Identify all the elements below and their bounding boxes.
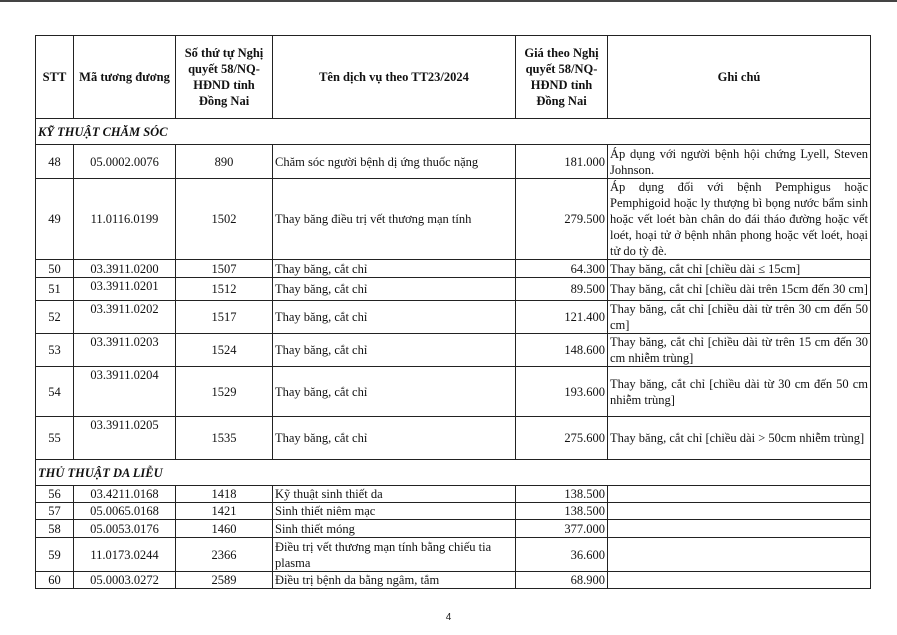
cell-price: 279.500 — [516, 179, 608, 260]
cell-price: 148.600 — [516, 334, 608, 367]
table-row — [36, 278, 871, 301]
cell-stt: 57 — [36, 503, 74, 520]
cell-price: 36.600 — [516, 538, 608, 572]
table-row — [36, 260, 871, 278]
cell-nq-order: 1529 — [176, 367, 273, 417]
cell-stt: 55 — [36, 417, 74, 460]
cell-note: Thay băng, cắt chỉ [chiều dài từ trên 30 cm đến 50 cm] — [608, 301, 871, 334]
table-row — [36, 367, 871, 417]
table-row — [36, 486, 871, 503]
cell-code: 05.0065.0168 — [74, 503, 176, 520]
table-row — [36, 572, 871, 589]
cell-nq-order: 1512 — [176, 278, 273, 301]
cell-stt: 51 — [36, 278, 74, 301]
cell-price: 138.500 — [516, 503, 608, 520]
table-row — [36, 503, 871, 520]
cell-service-name: Chăm sóc người bệnh dị ứng thuốc nặng — [273, 145, 516, 179]
cell-service-name: Thay băng, cắt chỉ — [273, 367, 516, 417]
header-stt: STT — [36, 36, 74, 119]
cell-code: 05.0053.0176 — [74, 520, 176, 538]
cell-service-name: Thay băng, cắt chỉ — [273, 260, 516, 278]
cell-note — [608, 486, 871, 503]
cell-code: 11.0116.0199 — [74, 179, 176, 260]
cell-service-name: Điều trị bệnh da bằng ngâm, tắm — [273, 572, 516, 589]
cell-code: 03.3911.0202 — [74, 301, 176, 334]
table-row — [36, 334, 871, 367]
cell-price: 193.600 — [516, 367, 608, 417]
cell-note — [608, 538, 871, 572]
cell-stt: 58 — [36, 520, 74, 538]
cell-stt: 53 — [36, 334, 74, 367]
cell-service-name: Thay băng điều trị vết thương mạn tính — [273, 179, 516, 260]
table-row — [36, 179, 871, 260]
cell-nq-order: 1524 — [176, 334, 273, 367]
cell-note — [608, 572, 871, 589]
cell-nq-order: 1517 — [176, 301, 273, 334]
table-row — [36, 417, 871, 460]
cell-stt: 52 — [36, 301, 74, 334]
header-code: Mã tương đương — [74, 36, 176, 119]
cell-note — [608, 520, 871, 538]
cell-price: 377.000 — [516, 520, 608, 538]
cell-code: 03.3911.0201 — [74, 278, 176, 301]
cell-stt: 50 — [36, 260, 74, 278]
table-row — [36, 301, 871, 334]
cell-service-name: Sinh thiết niêm mạc — [273, 503, 516, 520]
cell-price: 275.600 — [516, 417, 608, 460]
cell-nq-order: 1507 — [176, 260, 273, 278]
table-row — [36, 145, 871, 179]
cell-note: Thay băng, cắt chỉ [chiều dài > 50cm nhiễm trùng] — [608, 417, 871, 460]
cell-nq-order: 1502 — [176, 179, 273, 260]
table-row — [36, 538, 871, 572]
top-edge-border — [0, 0, 897, 2]
cell-stt: 49 — [36, 179, 74, 260]
page-number: 4 — [445, 612, 452, 623]
cell-service-name: Thay băng, cắt chỉ — [273, 334, 516, 367]
cell-note: Thay băng, cắt chỉ [chiều dài từ 30 cm đến 50 cm nhiễm trùng] — [608, 367, 871, 417]
table-row — [36, 520, 871, 538]
cell-service-name: Thay băng, cắt chỉ — [273, 278, 516, 301]
header-service-name: Tên dịch vụ theo TT23/2024 — [273, 36, 516, 119]
cell-nq-order: 890 — [176, 145, 273, 179]
cell-code: 03.3911.0205 — [74, 417, 176, 460]
section-row — [36, 119, 871, 145]
price-table — [35, 35, 871, 589]
cell-code: 05.0002.0076 — [74, 145, 176, 179]
cell-code: 05.0003.0272 — [74, 572, 176, 589]
cell-code: 11.0173.0244 — [74, 538, 176, 572]
cell-stt: 60 — [36, 572, 74, 589]
cell-nq-order: 1460 — [176, 520, 273, 538]
cell-price: 89.500 — [516, 278, 608, 301]
cell-nq-order: 1535 — [176, 417, 273, 460]
cell-price: 121.400 — [516, 301, 608, 334]
cell-stt: 56 — [36, 486, 74, 503]
section-title: THỦ THUẬT DA LIỄU — [36, 460, 871, 486]
header-nq-order: Số thứ tự Nghị quyết 58/NQ-HĐND tỉnh Đồng Nai — [176, 36, 273, 119]
cell-price: 181.000 — [516, 145, 608, 179]
cell-stt: 59 — [36, 538, 74, 572]
header-price: Giá theo Nghị quyết 58/NQ-HĐND tỉnh Đồng Nai — [516, 36, 608, 119]
cell-service-name: Sinh thiết móng — [273, 520, 516, 538]
cell-service-name: Thay băng, cắt chỉ — [273, 301, 516, 334]
cell-note: Áp dụng đối với bệnh Pemphigus hoặc Pemphigoid hoặc ly thượng bì bọng nước bẩm sinh hoặc vết loét bàn chân do đái tháo đường hoặc vết loét, hoại tử ở bệnh nhân phong hoặc vết loét, hoại tử do tỳ đè. — [608, 179, 871, 260]
cell-stt: 48 — [36, 145, 74, 179]
cell-code: 03.3911.0203 — [74, 334, 176, 367]
section-row — [36, 460, 871, 486]
cell-service-name: Thay băng, cắt chỉ — [273, 417, 516, 460]
cell-service-name: Kỹ thuật sinh thiết da — [273, 486, 516, 503]
cell-price: 68.900 — [516, 572, 608, 589]
header-row — [36, 36, 871, 119]
cell-price: 138.500 — [516, 486, 608, 503]
cell-note — [608, 503, 871, 520]
cell-service-name: Điều trị vết thương mạn tính bằng chiếu tia plasma — [273, 538, 516, 572]
cell-note: Thay băng, cắt chỉ [chiều dài từ trên 15 cm đến 30 cm nhiễm trùng] — [608, 334, 871, 367]
cell-stt: 54 — [36, 367, 74, 417]
cell-price: 64.300 — [516, 260, 608, 278]
cell-code: 03.4211.0168 — [74, 486, 176, 503]
cell-nq-order: 2366 — [176, 538, 273, 572]
cell-nq-order: 1421 — [176, 503, 273, 520]
cell-nq-order: 1418 — [176, 486, 273, 503]
cell-note: Áp dụng với người bệnh hội chứng Lyell, Steven Johnson. — [608, 145, 871, 179]
cell-note: Thay băng, cắt chỉ [chiều dài ≤ 15cm] — [608, 260, 871, 278]
cell-note: Thay băng, cắt chỉ [chiều dài trên 15cm đến 30 cm] — [608, 278, 871, 301]
section-title: KỸ THUẬT CHĂM SÓC — [36, 119, 871, 145]
cell-code: 03.3911.0200 — [74, 260, 176, 278]
header-note: Ghi chú — [608, 36, 871, 119]
cell-nq-order: 2589 — [176, 572, 273, 589]
cell-code: 03.3911.0204 — [74, 367, 176, 417]
